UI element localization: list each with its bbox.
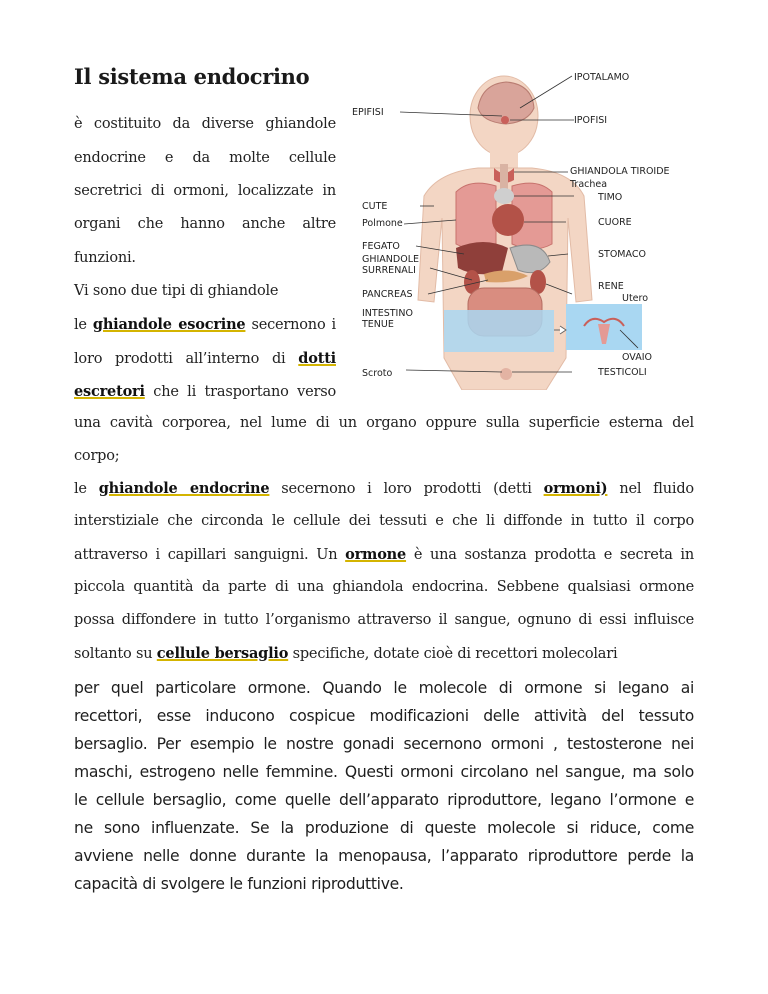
intro-line-6: Vi sono due tipi di ghiandole <box>74 283 279 299</box>
bersaglio-line-pre: soltanto su <box>74 646 153 662</box>
term-dotti: dotti <box>298 350 336 367</box>
final-line-7: avviene nelle donne durante la menopausa, l’apparato riproduttore perde la <box>74 847 694 865</box>
label-ipofisi: IPOFISI <box>574 115 608 126</box>
final-line-4: maschi, estrogeno nelle femmine. Questi ormoni circolano nel sangue, ma solo <box>74 763 694 781</box>
term-cellule-bersaglio: cellule bersaglio <box>156 645 289 662</box>
label-tiroide: GHIANDOLA TIROIDE <box>570 166 670 177</box>
esocrine-line <box>74 316 336 333</box>
label-scroto: Scroto <box>362 368 393 379</box>
body-line-4: interstiziale che circonda le cellule dei tessuti e che li diffonde in tutto il corpo <box>74 513 694 529</box>
final-line-5: le cellule bersaglio, come quelle dell’apparato riproduttore, legano l’ormone e <box>74 791 694 809</box>
body-line-2: corpo; <box>74 448 120 464</box>
final-line-1: per quel particolare ormone. Quando le molecole di ormone si legano ai <box>74 679 694 697</box>
label-polmone: Polmone <box>362 218 403 229</box>
endocrine-line-mid: secernono i loro prodotti (detti <box>281 481 532 497</box>
ormone-line <box>74 546 694 563</box>
endocrine-line-pre: le <box>74 481 87 497</box>
esocrine-line-le: le <box>74 317 87 333</box>
term-ghiandole-endocrine: ghiandole endocrine <box>98 480 270 497</box>
label-intestino-1: INTESTINO <box>362 308 413 319</box>
liver-shape <box>456 242 508 274</box>
label-epifisi: EPIFISI <box>352 107 384 118</box>
term-escretori: escretori <box>74 383 145 400</box>
intro-line-1: è costituito da diverse ghiandole <box>74 116 336 132</box>
label-surrenali-2: SURRENALI <box>362 265 416 276</box>
heart-shape <box>492 204 524 236</box>
term-ormone: ormone <box>345 546 407 563</box>
label-ipotalamo: IPOTALAMO <box>574 72 630 83</box>
label-rene: RENE <box>598 281 624 292</box>
final-line-2: recettori, esse inducono cospicue modificazioni delle attività del tessuto <box>74 707 694 725</box>
intro-line-2: endocrine e da molte cellule <box>74 150 336 166</box>
endocrine-line-post: nel fluido <box>619 481 694 497</box>
escretori-line <box>74 383 336 400</box>
final-line-6: ne sono influenzate. Se la produzione di queste molecole si riduce, come <box>74 819 694 837</box>
intro-line-5: funzioni. <box>74 250 136 266</box>
pelvis-overlay <box>444 310 554 352</box>
dotti-line <box>74 350 336 367</box>
label-utero: Utero <box>622 293 649 304</box>
label-pancreas: PANCREAS <box>362 289 413 300</box>
final-line-8: capacità di svolgere le funzioni riproduttive. <box>74 875 404 893</box>
label-cute: CUTE <box>362 201 388 212</box>
label-timo: TIMO <box>598 192 623 203</box>
label-fegato: FEGATO <box>362 241 400 252</box>
thymus-shape <box>494 188 514 204</box>
left-lung-shape <box>456 183 496 249</box>
body-line-1: una cavità corporea, nel lume di un organo oppure sulla superficie esterna del <box>74 415 694 431</box>
pituitary-shape <box>501 116 509 124</box>
bersaglio-line-post: specifiche, dotate cioè di recettori molecolari <box>292 646 618 662</box>
body-line-7: possa diffondere in tutto l’organismo attraverso il sangue, ognuno di essi influisce <box>74 612 694 628</box>
label-testicoli: TESTICOLI <box>598 367 647 378</box>
intro-line-4: organi che hanno anche altre <box>74 216 336 232</box>
label-surrenali-1: GHIANDOLE <box>362 254 419 265</box>
intro-line-3: secretrici di ormoni, localizzate in <box>74 183 336 199</box>
page-title: Il sistema endocrino <box>74 64 310 89</box>
testes-shape <box>500 368 512 380</box>
label-trachea: Trachea <box>570 179 608 190</box>
term-ormoni: ormoni) <box>543 480 608 497</box>
bersaglio-line <box>74 645 694 662</box>
label-cuore: CUORE <box>598 217 632 228</box>
label-ovaio: OVAIO <box>622 352 652 363</box>
esocrine-line-rest: secernono i <box>251 317 336 333</box>
body-line-6: piccola quantità da parte di una ghiandola endocrina. Sebbene qualsiasi ormone <box>74 579 694 595</box>
final-line-3: bersaglio. Per esempio le nostre gonadi secernono ormoni , testosterone nei <box>74 735 694 753</box>
endocrine-line <box>74 480 694 497</box>
ormone-line-post: è una sostanza prodotta e secreta in <box>413 547 694 563</box>
label-stomaco: STOMACO <box>598 249 646 260</box>
ormone-line-pre: attraverso i capillari sanguigni. Un <box>74 547 338 563</box>
endocrine-system-figure <box>352 68 692 390</box>
dotti-line-text: loro prodotti all’interno di <box>74 351 286 367</box>
escretori-line-rest: che li trasportano verso <box>153 384 336 400</box>
label-intestino-2: TENUE <box>362 319 394 330</box>
term-ghiandole-esocrine: ghiandole esocrine <box>92 316 246 333</box>
